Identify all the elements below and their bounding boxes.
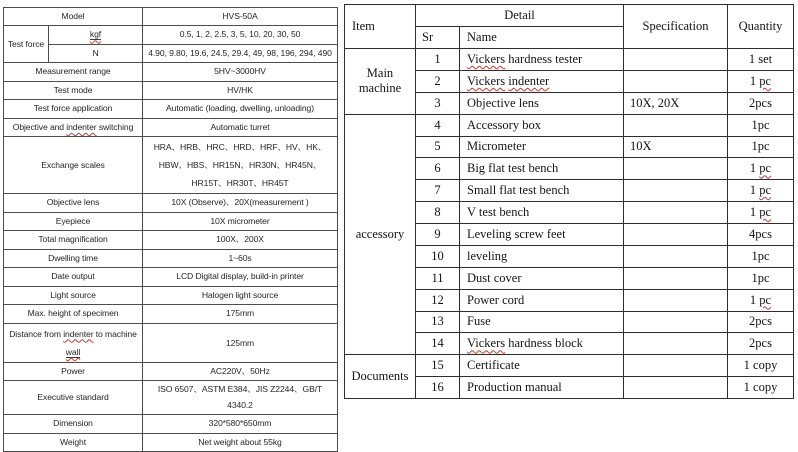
quantity-cell: 1 pc: [728, 158, 794, 180]
spec-value-cell: 175mm: [143, 305, 338, 323]
spec-value-cell: ISO 6507、ASTM E384、JIS Z2244、GB/T 4340.2: [143, 381, 338, 415]
quantity-cell: 1pc: [728, 136, 794, 158]
sr-cell: 1: [416, 49, 460, 71]
spec-label-cell: Date output: [4, 268, 143, 286]
name-cell: Dust cover: [460, 267, 624, 289]
name-cell: Fuse: [460, 311, 624, 333]
quantity-cell: 2pcs: [728, 92, 794, 114]
quantity-cell: 1 set: [728, 49, 794, 71]
name-cell: Micrometer: [460, 136, 624, 158]
spec-row: [4, 44, 338, 62]
spec-row: [4, 433, 338, 451]
sr-header: Sr: [416, 27, 460, 49]
specification-cell: [624, 245, 728, 267]
spec-label-cell: Dimension: [4, 415, 143, 433]
spec-value-cell: 4.90, 9.80, 19.6, 24.5, 29.4, 49, 98, 196, 294, 490: [143, 44, 338, 62]
spec-label-cell: Distance from indenter to machine wall: [4, 323, 143, 362]
quantity-cell: 1pc: [728, 267, 794, 289]
name-cell: Small flat test bench: [460, 180, 624, 202]
quantity-header: Quantity: [728, 5, 794, 49]
spec-row: [4, 323, 338, 362]
sr-cell: 10: [416, 245, 460, 267]
spec-value-cell: LCD Digital display, build-in printer: [143, 268, 338, 286]
sr-cell: 5: [416, 136, 460, 158]
spec-label-cell: kgf: [49, 26, 143, 44]
name-cell: Production manual: [460, 377, 624, 399]
quantity-cell: 1 copy: [728, 355, 794, 377]
spec-row: [4, 305, 338, 323]
spec-value-cell: Automatic (loading, dwelling, unloading): [143, 100, 338, 118]
specification-cell: [624, 70, 728, 92]
spec-value-cell: 0.5, 1, 2, 2.5, 3, 5, 10, 20, 30, 50: [143, 26, 338, 44]
spec-label-cell: Power: [4, 362, 143, 380]
spec-row: [4, 362, 338, 380]
specification-header: Specification: [624, 5, 728, 49]
specification-cell: [624, 289, 728, 311]
specification-cell: [624, 267, 728, 289]
spec-row: [4, 8, 338, 26]
specification-cell: [624, 333, 728, 355]
name-cell: leveling: [460, 245, 624, 267]
spec-value-cell: HVS-50A: [143, 8, 338, 26]
spec-row: [4, 100, 338, 118]
specification-cell: [624, 355, 728, 377]
spec-row: [4, 249, 338, 267]
specification-cell: [624, 49, 728, 71]
spec-label-cell: Objective and indenter switching: [4, 118, 143, 136]
spec-label-cell: Model: [4, 8, 143, 26]
quantity-cell: 2pcs: [728, 333, 794, 355]
spec-label-cell: Executive standard: [4, 381, 143, 415]
spec-row: [4, 268, 338, 286]
packing-list-table: [344, 4, 794, 399]
spec-row: [4, 212, 338, 230]
spec-value-cell: 5HV~3000HV: [143, 63, 338, 81]
name-cell: Power cord: [460, 289, 624, 311]
name-cell: Vickers indenter: [460, 70, 624, 92]
spec-value-cell: 125mm: [143, 323, 338, 362]
item-header: Item: [345, 5, 416, 49]
quantity-cell: 1 pc: [728, 202, 794, 224]
spec-row: [4, 231, 338, 249]
spec-row: [4, 81, 338, 99]
item-cell: accessory: [345, 114, 416, 355]
packing-row: [345, 49, 794, 71]
sr-cell: 8: [416, 202, 460, 224]
specification-cell: [624, 180, 728, 202]
spec-label-cell: Total magnification: [4, 231, 143, 249]
spec-label-cell: N: [49, 44, 143, 62]
quantity-cell: 4pcs: [728, 224, 794, 246]
item-cell: Documents: [345, 355, 416, 399]
name-cell: Objective lens: [460, 92, 624, 114]
detail-header: Detail: [416, 5, 624, 27]
spec-row: [4, 415, 338, 433]
sr-cell: 3: [416, 92, 460, 114]
spec-row: [4, 286, 338, 304]
spec-label-cell: Light source: [4, 286, 143, 304]
quantity-cell: 1 pc: [728, 70, 794, 92]
sr-cell: 11: [416, 267, 460, 289]
specification-cell: [624, 158, 728, 180]
sr-cell: 14: [416, 333, 460, 355]
spec-value-cell: 100X、200X: [143, 231, 338, 249]
spec-value-cell: 320*580*650mm: [143, 415, 338, 433]
spec-row: [4, 63, 338, 81]
spec-label-cell: Weight: [4, 433, 143, 451]
spec-row: [4, 194, 338, 212]
packing-row: [345, 355, 794, 377]
name-cell: V test bench: [460, 202, 624, 224]
spec-value-cell: Net weight about 55kg: [143, 433, 338, 451]
spec-label-cell: Exchange scales: [4, 137, 143, 194]
spec-value-cell: 10X (Observe)、20X(measurement ): [143, 194, 338, 212]
spec-label-cell: Test force application: [4, 100, 143, 118]
name-cell: Vickers hardness block: [460, 333, 624, 355]
packing-row: [345, 114, 794, 136]
name-cell: Big flat test bench: [460, 158, 624, 180]
quantity-cell: 1 pc: [728, 289, 794, 311]
name-cell: Certificate: [460, 355, 624, 377]
specification-cell: [624, 311, 728, 333]
spec-value-cell: Automatic turret: [143, 118, 338, 136]
sr-cell: 12: [416, 289, 460, 311]
specification-cell: 10X, 20X: [624, 92, 728, 114]
spec-group-cell: Test force: [4, 26, 49, 63]
spec-row: [4, 381, 338, 415]
sr-cell: 6: [416, 158, 460, 180]
spec-value-cell: Halogen light source: [143, 286, 338, 304]
spec-row: [4, 118, 338, 136]
specification-cell: [624, 377, 728, 399]
specification-cell: [624, 114, 728, 136]
sr-cell: 7: [416, 180, 460, 202]
name-cell: Accessory box: [460, 114, 624, 136]
name-header: Name: [460, 27, 624, 49]
spec-label-cell: Eyepiece: [4, 212, 143, 230]
sr-cell: 2: [416, 70, 460, 92]
spec-label-cell: Dwelling time: [4, 249, 143, 267]
spec-row: [4, 137, 338, 194]
name-cell: Leveling screw feet: [460, 224, 624, 246]
spec-value-cell: 10X micrometer: [143, 212, 338, 230]
specification-cell: [624, 202, 728, 224]
quantity-cell: 1pc: [728, 114, 794, 136]
quantity-cell: 1 copy: [728, 377, 794, 399]
name-cell: Vickers hardness tester: [460, 49, 624, 71]
spec-table: [3, 7, 338, 452]
sr-cell: 16: [416, 377, 460, 399]
quantity-cell: 2pcs: [728, 311, 794, 333]
sr-cell: 9: [416, 224, 460, 246]
packing-header-row: [345, 5, 794, 27]
spec-value-cell: HV/HK: [143, 81, 338, 99]
spec-label-cell: Measurement range: [4, 63, 143, 81]
item-cell: Main machine: [345, 49, 416, 115]
spec-value-cell: HRA、HRB、HRC、HRD、HRF、HV、HK、HBW、HBS、HR15N、HR30N、HR45N、HR15T、HR30T、HR45T: [143, 137, 338, 194]
sr-cell: 4: [416, 114, 460, 136]
spec-row: [4, 26, 338, 44]
sr-cell: 15: [416, 355, 460, 377]
specification-cell: [624, 224, 728, 246]
spec-label-cell: Objective lens: [4, 194, 143, 212]
spec-value-cell: 1~60s: [143, 249, 338, 267]
spec-label-cell: Max. height of specimen: [4, 305, 143, 323]
sr-cell: 13: [416, 311, 460, 333]
spec-label-cell: Test mode: [4, 81, 143, 99]
quantity-cell: 1 pc: [728, 180, 794, 202]
spec-value-cell: AC220V、50Hz: [143, 362, 338, 380]
quantity-cell: 1pc: [728, 245, 794, 267]
specification-cell: 10X: [624, 136, 728, 158]
